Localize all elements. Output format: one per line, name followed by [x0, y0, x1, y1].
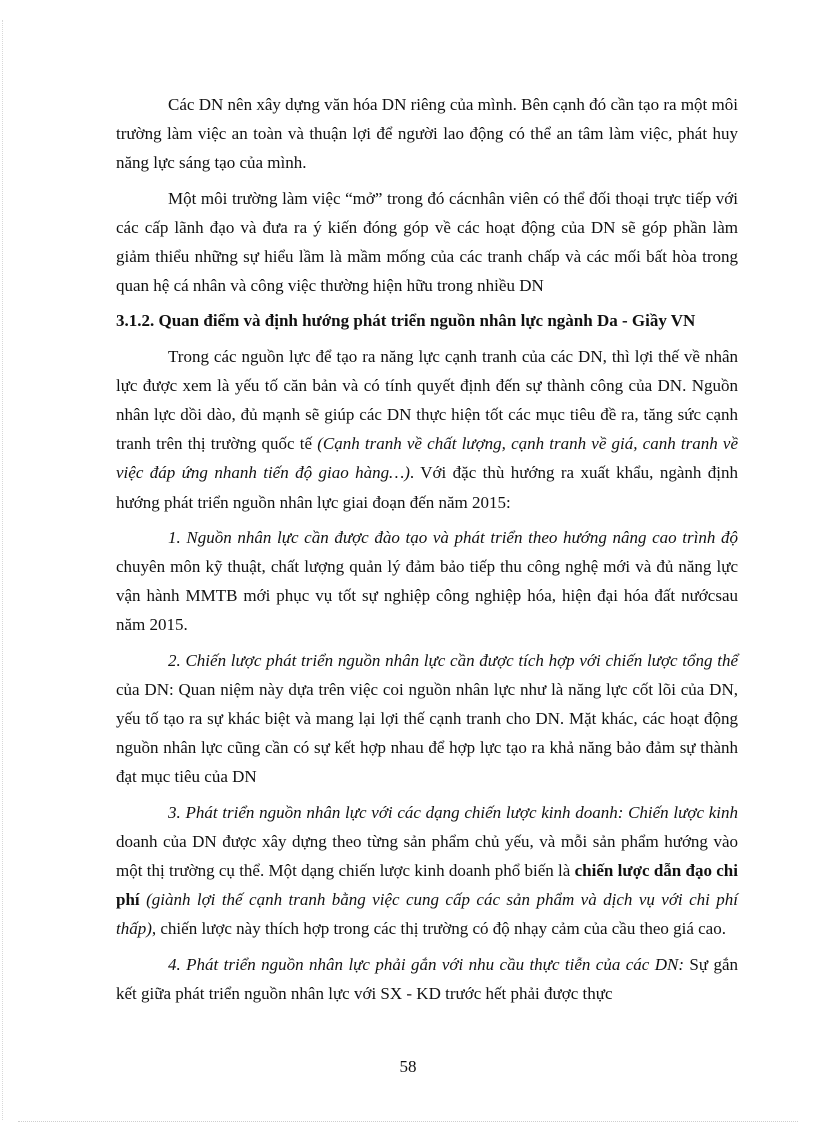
section-heading: 3.1.2. Quan điểm và định hướng phát triển nguồn nhân lực ngành Da - Giầy VN	[116, 311, 696, 331]
page-bottom-guide	[18, 1121, 798, 1122]
list-item-title: 1. Nguồn nhân lực cần được đào tạo và phát triển theo hướng nâng cao trình độ	[168, 527, 738, 547]
list-item-bold-term: chiến lược dẫn đạo chi phí	[116, 861, 738, 910]
orientation-list	[116, 523, 738, 1008]
list-item	[116, 646, 738, 792]
list-item-italic-text: (giành lợi thế cạnh tranh bằng việc cung cấp các sản phẩm và dịch vụ với chi phí thấp)	[116, 890, 738, 939]
paragraph-italic-text: (Cạnh tranh về chất lượng, cạnh tranh về giá, canh tranh về việc đáp ứng nhanh tiến độ giao hàng…)	[116, 434, 738, 483]
paragraph-text: Trong các nguồn lực để tạo ra năng lực cạnh tranh của các DN, thì lợi thế về nhân lực được xem là yếu tố căn bản và có tính quyết định đến sự thành công của DN. Nguồn nhân lực dồi dào, đủ mạnh sẽ giúp các DN thực hiện tốt các mục tiêu đề ra, tăng sức cạnh tranh trên thị trường quốc tế	[116, 346, 738, 454]
list-item-title: 2. Chiến lược phát triển nguồn nhân lực cần được tích hợp với chiến lược tổng thể	[168, 650, 738, 670]
list-item-text: chuyên môn kỹ thuật, chất lượng quản lý đảm bảo tiếp thu công nghệ mới và đủ năng lực vận hành MMTB mới phục vụ tốt sự nghiệp công nghiệp hóa, hiện đại hóa đất nướcsau năm 2015.	[116, 557, 738, 635]
list-item-title: 3. Phát triển nguồn nhân lực với các dạng chiến lược kinh doanh: Chiến lược kinh	[168, 802, 738, 822]
list-item-text: doanh của DN được xây dựng theo từng sản phẩm chủ yếu, và mỗi sản phẩm hướng vào một thị trường cụ thể. Một dạng chiến lược kinh doanh phổ biến là	[116, 831, 738, 881]
page-margin-guide	[2, 20, 3, 1120]
list-item-text: của DN: Quan niệm này dựa trên việc coi nguồn nhân lực như là năng lực cốt lõi của DN, yếu tố tạo ra sự khác biệt và mang lại lợi thế cạnh tranh cho DN. Mặt khác, các hoạt động nguồn nhân lực cũng cần có sự kết hợp nhau để hợp lực tạo ra khả năng bảo đảm sự thành đạt mục tiêu của DN	[116, 679, 738, 787]
paragraph-text: . Với đặc thù hướng ra xuất khẩu, ngành định hướng phát triển nguồn nhân lực giai đoạn đến năm 2015:	[116, 463, 738, 512]
list-item-text: , chiến lược này thích hợp trong các thị trường có độ nhạy cảm của cầu theo giá cao.	[151, 919, 726, 939]
paragraph-company-culture	[116, 90, 738, 178]
list-item-title: 4. Phát triển nguồn nhân lực phải gắn với nhu cầu thực tiễn của các DN:	[168, 954, 684, 974]
list-item-text: Sự gắn kết giữa phát triển nguồn nhân lực với SX - KD trước hết phải được thực	[116, 954, 739, 1003]
list-item	[116, 950, 738, 1008]
paragraph-human-resources	[116, 342, 738, 517]
list-item	[116, 523, 738, 640]
document-body	[116, 90, 738, 1014]
paragraph-open-environment	[116, 184, 738, 301]
paragraph-text: Các DN nên xây dựng văn hóa DN riêng của mình. Bên cạnh đó cần tạo ra một môi trường làm việc an toàn và thuận lợi để người lao động có thể an tâm làm việc, phát huy năng lực sáng tạo của mình.	[116, 95, 738, 173]
list-item	[116, 798, 738, 944]
paragraph-text: Một môi trường làm việc “mở” trong đó cácnhân viên có thể đối thoại trực tiếp với các cấp lãnh đạo và đưa ra ý kiến đóng góp về các hoạt động của DN sẽ góp phần làm giảm thiểu những sự hiểu lầm là mầm mống của các tranh chấp và các mối bất hòa trong quan hệ cá nhân và công việc thường hiện hữu trong nhiều DN	[116, 188, 738, 296]
page-number: 58	[399, 1057, 417, 1076]
